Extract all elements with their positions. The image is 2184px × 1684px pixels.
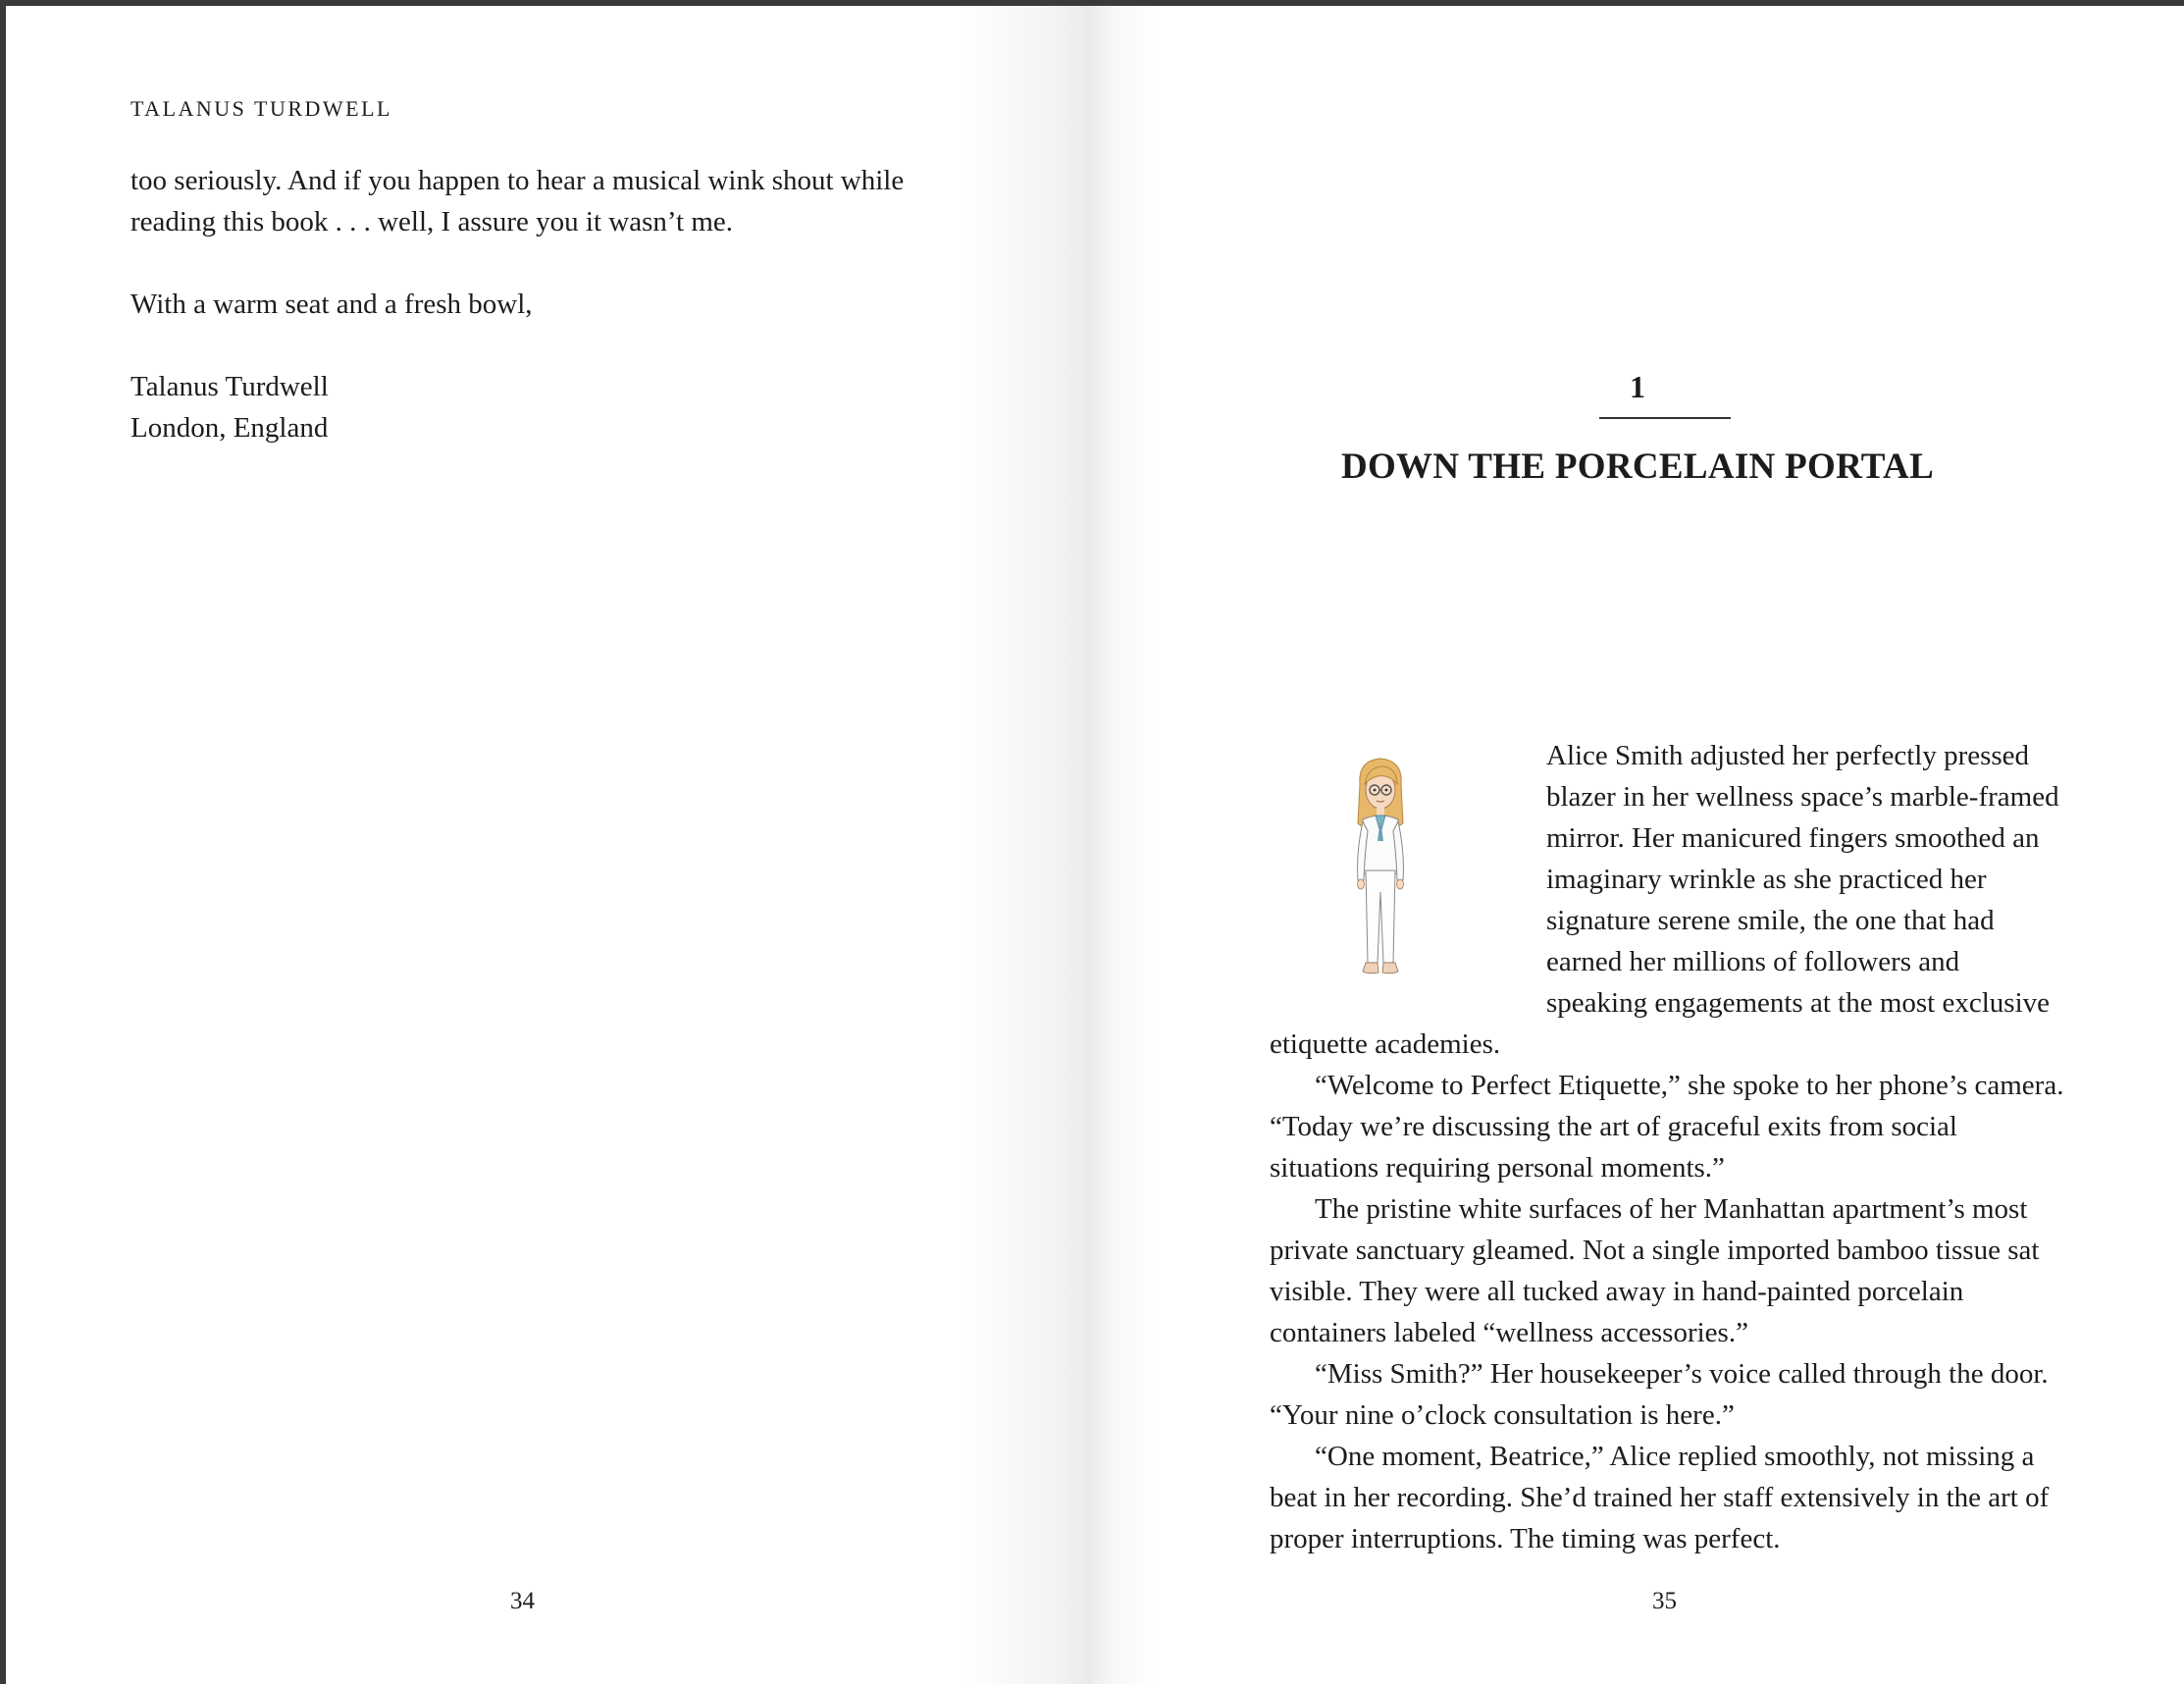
letter-paragraph: too seriously. And if you happen to hear a musical wink shout while reading this book . . . well, I assure you it wasn’t me. <box>130 165 905 237</box>
body-paragraph: “One moment, Beatrice,” Alice replied smoothly, not missing a beat in her recording. She’d trained her staff extensively in the art of proper interruptions. The timing was perfect. <box>1270 1441 2050 1554</box>
signature-name: Talanus Turdwell <box>130 371 329 402</box>
body-paragraph: The pristine white surfaces of her Manhattan apartment’s most private sanctuary gleamed. Not a single imported bamboo tissue sat visible. They were all tucked away in hand-painted porcelain containers labeled “wellness accessories.” <box>1270 1193 2040 1348</box>
page-number: 35 <box>1652 1588 1677 1614</box>
letter-closing: With a warm seat and a fresh bowl, <box>130 289 533 320</box>
running-head: TALANUS TURDWELL <box>130 96 392 121</box>
chapter-body <box>1270 735 2066 1559</box>
signature-block <box>130 366 974 448</box>
woman-in-white-suit-icon <box>1270 735 1546 1024</box>
signature-place: London, England <box>130 412 329 444</box>
book-spread <box>6 6 2184 1684</box>
body-paragraph: “Welcome to Perfect Etiquette,” she spoke to her phone’s camera. “Today we’re discussing the art of graceful exits from social situations requiring personal moments.” <box>1270 1070 2064 1184</box>
left-page <box>6 6 1091 1684</box>
right-page <box>1091 6 2184 1684</box>
body-paragraph: “Miss Smith?” Her housekeeper’s voice called through the door. “Your nine o’clock consultation is here.” <box>1270 1358 2049 1431</box>
chapter-divider <box>1599 417 1731 419</box>
chapter-title: DOWN THE PORCELAIN PORTAL <box>1340 447 1935 487</box>
body-paragraph: Alice Smith adjusted her perfectly pressed blazer in her wellness space’s marble-framed mirror. Her manicured fingers smoothed an imaginary wrinkle as she practiced her signature serene smile, the one that had earned her millions of followers and speaking engagements at the most exclusive etiquette academies. <box>1270 740 2059 1060</box>
page-number: 34 <box>510 1588 535 1614</box>
chapter-number: 1 <box>1630 369 1645 404</box>
